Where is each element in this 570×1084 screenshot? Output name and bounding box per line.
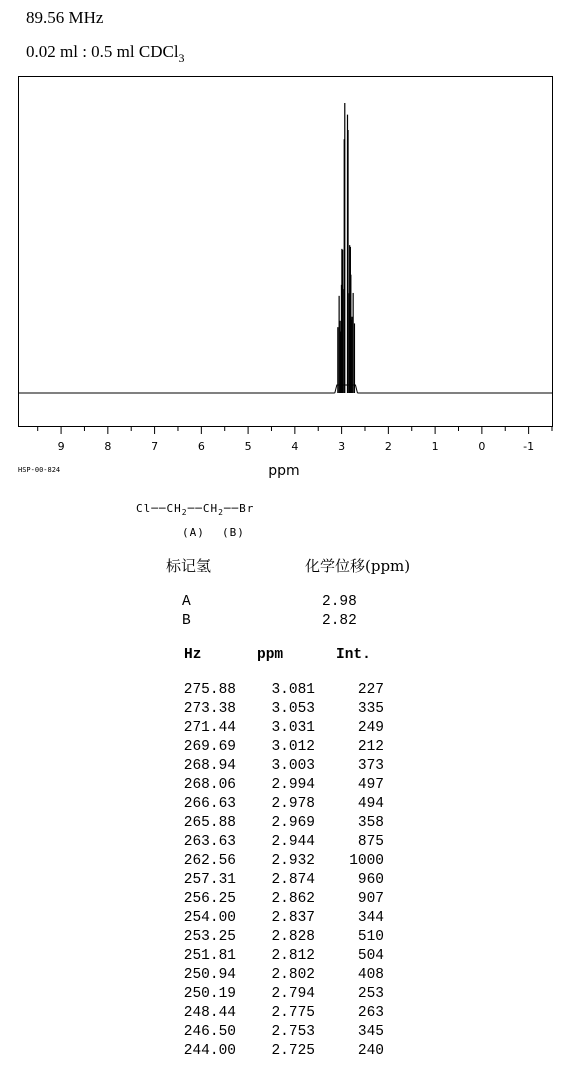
peak-int: 510 xyxy=(357,929,384,945)
peak-ppm: 2.874 xyxy=(271,872,315,888)
peak-ppm: 3.081 xyxy=(271,682,315,698)
x-axis-tick-label: 1 xyxy=(431,440,439,453)
peak-hz: 251.81 xyxy=(183,948,236,964)
peak-int: 960 xyxy=(357,872,384,888)
peak-hz: 257.31 xyxy=(183,872,236,888)
group-b-subscript: 2 xyxy=(218,508,224,518)
peak-hz: 250.19 xyxy=(183,986,236,1002)
plot-frame xyxy=(19,77,553,427)
peak-header-ppm: ppm xyxy=(257,647,284,663)
peak-ppm: 2.802 xyxy=(271,967,315,983)
peak-hz: 250.94 xyxy=(183,967,236,983)
peak-int: 240 xyxy=(357,1043,384,1059)
peak-hz: 268.94 xyxy=(183,758,236,774)
peak-int: 249 xyxy=(357,720,384,736)
peak-hz: 262.56 xyxy=(183,853,236,869)
assignment-row-label: A xyxy=(182,594,191,610)
nmr-spectrum-chart xyxy=(0,0,570,480)
x-axis-tick-label: 0 xyxy=(478,440,486,453)
peak-int: 504 xyxy=(357,948,384,964)
peak-hz: 273.38 xyxy=(183,701,236,717)
peak-int: 345 xyxy=(357,1024,384,1040)
x-axis-tick-label: -1 xyxy=(523,440,535,453)
peak-int: 335 xyxy=(357,701,384,717)
assignment-row-label: B xyxy=(182,613,191,629)
peak-hz: 244.00 xyxy=(183,1043,236,1059)
structure-label-b: (B) xyxy=(222,526,245,539)
spectrum-peaks xyxy=(335,103,358,393)
x-axis-tick-label: 5 xyxy=(244,440,252,453)
x-axis-tick-label: 6 xyxy=(197,440,205,453)
peak-int: 253 xyxy=(357,986,384,1002)
assignment-header-label: 标记氢 xyxy=(166,557,212,575)
peak-int: 494 xyxy=(357,796,384,812)
x-axis-tick-label: 2 xyxy=(384,440,392,453)
peak-ppm: 3.003 xyxy=(271,758,315,774)
peak-int: 875 xyxy=(357,834,384,850)
peak-ppm: 2.862 xyxy=(271,891,315,907)
peak-ppm: 2.812 xyxy=(271,948,315,964)
solvent-subscript: 3 xyxy=(178,51,185,65)
peak-int: 1000 xyxy=(349,853,384,869)
structure-formula: $Cl──CH_2──CH_2──Br$ xyxy=(136,502,255,518)
solvent-text: 0.02 ml : 0.5 ml CDCl xyxy=(26,42,179,61)
peak-ppm: 2.978 xyxy=(271,796,315,812)
x-axis-tick-label: 8 xyxy=(104,440,112,453)
peak-int: 263 xyxy=(357,1005,384,1021)
peak-hz: 265.88 xyxy=(183,815,236,831)
peak-int: 344 xyxy=(357,910,384,926)
peak-hz: 254.00 xyxy=(183,910,236,926)
peak-ppm: 2.932 xyxy=(271,853,315,869)
peak-int: 358 xyxy=(357,815,384,831)
peak-header-int: Int. xyxy=(336,647,371,663)
peak-ppm: 2.794 xyxy=(271,986,315,1002)
peak-header-hz: Hz xyxy=(184,647,202,663)
sample-code: HSP-00-824 xyxy=(18,466,61,474)
peak-ppm: 2.775 xyxy=(271,1005,315,1021)
assignment-row-shift: 2.98 xyxy=(322,594,357,610)
peak-hz: 269.69 xyxy=(183,739,236,755)
peak-int: 907 xyxy=(357,891,384,907)
atom-cl: Cl xyxy=(136,502,152,515)
peak-int: 408 xyxy=(357,967,384,983)
peak-ppm: 2.753 xyxy=(271,1024,315,1040)
peak-int: 212 xyxy=(357,739,384,755)
group-a-subscript: 2 xyxy=(181,508,188,518)
peak-ppm: 2.828 xyxy=(271,929,315,945)
x-axis-tick-label: 4 xyxy=(291,440,299,453)
peak-ppm: 2.944 xyxy=(271,834,315,850)
assignment-row-shift: 2.82 xyxy=(322,613,357,629)
group-b: CH xyxy=(202,502,219,515)
peak-ppm: 2.994 xyxy=(271,777,315,793)
peak-int: 497 xyxy=(357,777,384,793)
peak-ppm: 2.725 xyxy=(271,1043,315,1059)
peak-hz: 275.88 xyxy=(183,682,236,698)
peak-int: 373 xyxy=(357,758,384,774)
peak-hz: 253.25 xyxy=(183,929,236,945)
x-axis-tick-label: 7 xyxy=(151,440,159,453)
atom-br: Br xyxy=(239,502,255,515)
assignment-header-shift: 化学位移(ppm) xyxy=(305,557,411,575)
peak-hz: 268.06 xyxy=(183,777,236,793)
peak-hz: 248.44 xyxy=(183,1005,236,1021)
peak-hz: 266.63 xyxy=(183,796,236,812)
peak-ppm: 3.012 xyxy=(271,739,315,755)
group-a: CH xyxy=(166,502,182,515)
x-axis-tick-label: 9 xyxy=(57,440,65,453)
peak-ppm: 3.031 xyxy=(271,720,315,736)
spectrometer-frequency: 89.56 MHz xyxy=(26,8,104,27)
peak-hz: 263.63 xyxy=(183,834,236,850)
peak-int: 227 xyxy=(357,682,384,698)
x-axis-ticks xyxy=(38,427,552,434)
peak-ppm: 2.969 xyxy=(271,815,315,831)
x-axis-label: ppm xyxy=(268,463,300,479)
peak-hz: 271.44 xyxy=(183,720,236,736)
x-axis-tick-label: 3 xyxy=(338,440,346,453)
structure-label-a: (A) xyxy=(182,526,205,539)
x-axis-tick-labels xyxy=(58,440,535,453)
peak-ppm: 2.837 xyxy=(271,910,315,926)
peak-ppm: 3.053 xyxy=(271,701,315,717)
peak-hz: 246.50 xyxy=(183,1024,236,1040)
peak-hz: 256.25 xyxy=(183,891,236,907)
